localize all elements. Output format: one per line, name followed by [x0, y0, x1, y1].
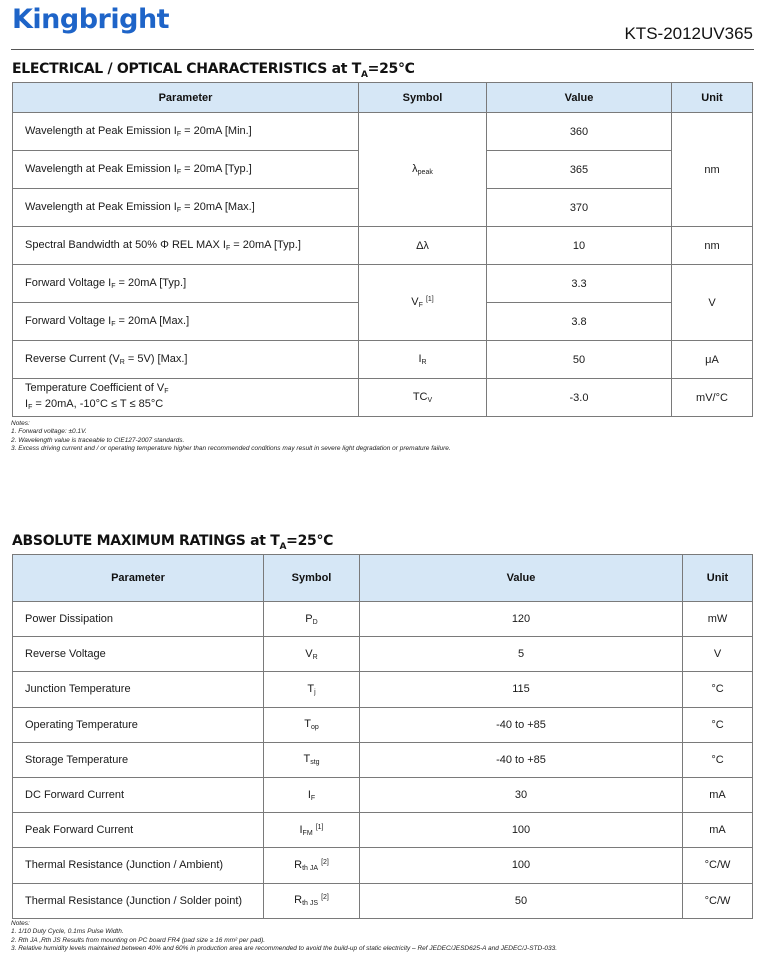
unit-cell: °C [683, 707, 753, 742]
table-row [13, 341, 753, 379]
unit-cell: nm [672, 227, 753, 265]
table-header-row [13, 555, 753, 602]
table-row [13, 637, 753, 672]
symbol-cell: $I_F$ [264, 777, 360, 812]
value-cell: 50 [360, 883, 683, 918]
note-line: 2. Wavelength value is traceable to CIE127-2007 standards. [11, 436, 185, 444]
parameter-cell: Thermal Resistance (Junction / Solder point) [13, 883, 264, 918]
note-line: 3. Excess driving current and / or operating temperature higher than recommended conditions may result in severe light degradation or premature failure. [11, 444, 451, 452]
table-row [13, 672, 753, 707]
parameter-cell: Temperature Coefficient of $V_F$ $I_F = 20mA$, -10°C ≤ T ≤ 85°C [13, 379, 359, 417]
column-header: Value [360, 555, 683, 602]
header-divider [11, 49, 754, 50]
table-row [13, 777, 753, 812]
symbol-cell: $T_{op}$ [264, 707, 360, 742]
unit-cell: nm [672, 113, 753, 227]
parameter-cell: Junction Temperature [13, 672, 264, 707]
unit-cell: °C/W [683, 848, 753, 883]
unit-cell: °C [683, 742, 753, 777]
electrical-section-title: ELECTRICAL / OPTICAL CHARACTERISTICS at $T_A=25^\circ C$ [12, 61, 415, 80]
parameter-cell: DC Forward Current [13, 777, 264, 812]
parameter-cell: Forward Voltage $I_F = 20mA$ [Typ.] [13, 265, 359, 303]
value-cell: 100 [360, 813, 683, 848]
column-header: Value [487, 83, 672, 113]
unit-cell: mV/°C [672, 379, 753, 417]
column-header: Symbol [264, 555, 360, 602]
symbol-cell: $R_{th JA}$ [2] [264, 848, 360, 883]
symbol-cell: Δλ [359, 227, 487, 265]
unit-cell: mW [683, 602, 753, 637]
unit-cell: °C/W [683, 883, 753, 918]
unit-cell: V [683, 637, 753, 672]
parameter-cell: Power Dissipation [13, 602, 264, 637]
note-line: Notes: [11, 920, 30, 927]
symbol-cell: $R_{th JS}$ [2] [264, 883, 360, 918]
column-header: Parameter [13, 83, 359, 113]
table-row [13, 848, 753, 883]
absolute-ratings-table [12, 554, 753, 919]
value-cell: 30 [360, 777, 683, 812]
column-header: Unit [672, 83, 753, 113]
value-cell: 10 [487, 227, 672, 265]
note-line: 1. 1/10 Duty Cycle, 0.1ms Pulse Width. [11, 928, 124, 936]
table-row [13, 707, 753, 742]
electrical-notes [11, 420, 451, 453]
symbol-cell: $V_F$ [1] [359, 265, 487, 341]
kingbright-logo: Kingbright [12, 4, 170, 35]
parameter-cell: Storage Temperature [13, 742, 264, 777]
value-cell: 360 [487, 113, 672, 151]
symbol-cell: $I_{FM}$ [1] [264, 813, 360, 848]
note-line: 2. Rth JA ,Rth JS Results from mounting on PC board FR4 (pad size ≥ 16 mm² per pad). [11, 936, 266, 944]
parameter-cell: Wavelength at Peak Emission $I_F = 20mA$ [Typ.] [13, 151, 359, 189]
unit-cell: °C [683, 672, 753, 707]
value-cell: -40 to +85 [360, 742, 683, 777]
symbol-cell: $V_R$ [264, 637, 360, 672]
value-cell: 370 [487, 189, 672, 227]
parameter-cell: Forward Voltage $I_F = 20mA$ [Max.] [13, 303, 359, 341]
table-row [13, 379, 753, 417]
value-cell: 50 [487, 341, 672, 379]
value-cell: 115 [360, 672, 683, 707]
note-line: 3. Relative humidity levels maintained between 40% and 60% in production area are recommended to avoid the build-up of static electricity – Ref JEDEC/JESD625-A and JEDEC/J-STD-033. [11, 944, 558, 952]
value-cell: 3.3 [487, 265, 672, 303]
symbol-cell: $TC_V$ [359, 379, 487, 417]
table-row [13, 265, 753, 303]
value-cell: 5 [360, 637, 683, 672]
absolute-table-body [13, 602, 753, 919]
parameter-cell: Wavelength at Peak Emission $I_F = 20mA$ [Max.] [13, 189, 359, 227]
table-row [13, 227, 753, 265]
note-line: 1. Forward voltage: ±0.1V. [11, 428, 87, 436]
electrical-table [12, 82, 753, 417]
unit-cell: mA [683, 813, 753, 848]
symbol-cell: $T_j$ [264, 672, 360, 707]
parameter-cell: Wavelength at Peak Emission $I_F = 20mA$ [Min.] [13, 113, 359, 151]
unit-cell: V [672, 265, 753, 341]
symbol-cell: $T_{stg}$ [264, 742, 360, 777]
symbol-cell: $I_R$ [359, 341, 487, 379]
parameter-cell: Peak Forward Current [13, 813, 264, 848]
parameter-cell: Operating Temperature [13, 707, 264, 742]
parameter-cell: Thermal Resistance (Junction / Ambient) [13, 848, 264, 883]
table-row [13, 813, 753, 848]
value-cell: -40 to +85 [360, 707, 683, 742]
unit-cell: μA [672, 341, 753, 379]
value-cell: 120 [360, 602, 683, 637]
table-header-row [13, 83, 753, 113]
parameter-cell: Reverse Voltage [13, 637, 264, 672]
unit-cell: mA [683, 777, 753, 812]
part-number: KTS-2012UV365 [624, 24, 753, 43]
parameter-cell: Reverse Current $(V_R = 5V)$ [Max.] [13, 341, 359, 379]
value-cell: -3.0 [487, 379, 672, 417]
symbol-cell: $\lambda_{peak}$ [359, 113, 487, 227]
column-header: Unit [683, 555, 753, 602]
column-header: Symbol [359, 83, 487, 113]
table-row [13, 742, 753, 777]
table-row [13, 883, 753, 918]
table-row [13, 113, 753, 151]
table-row [13, 602, 753, 637]
value-cell: 100 [360, 848, 683, 883]
note-line: Notes: [11, 420, 30, 427]
symbol-cell: $P_D$ [264, 602, 360, 637]
value-cell: 365 [487, 151, 672, 189]
absolute-notes [11, 920, 557, 953]
absolute-section-title: ABSOLUTE MAXIMUM RATINGS at $T_A=25^\circ C$ [12, 533, 334, 552]
column-header: Parameter [13, 555, 264, 602]
parameter-cell: Spectral Bandwidth at 50% Φ REL MAX $I_F = 20mA$ [Typ.] [13, 227, 359, 265]
value-cell: 3.8 [487, 303, 672, 341]
